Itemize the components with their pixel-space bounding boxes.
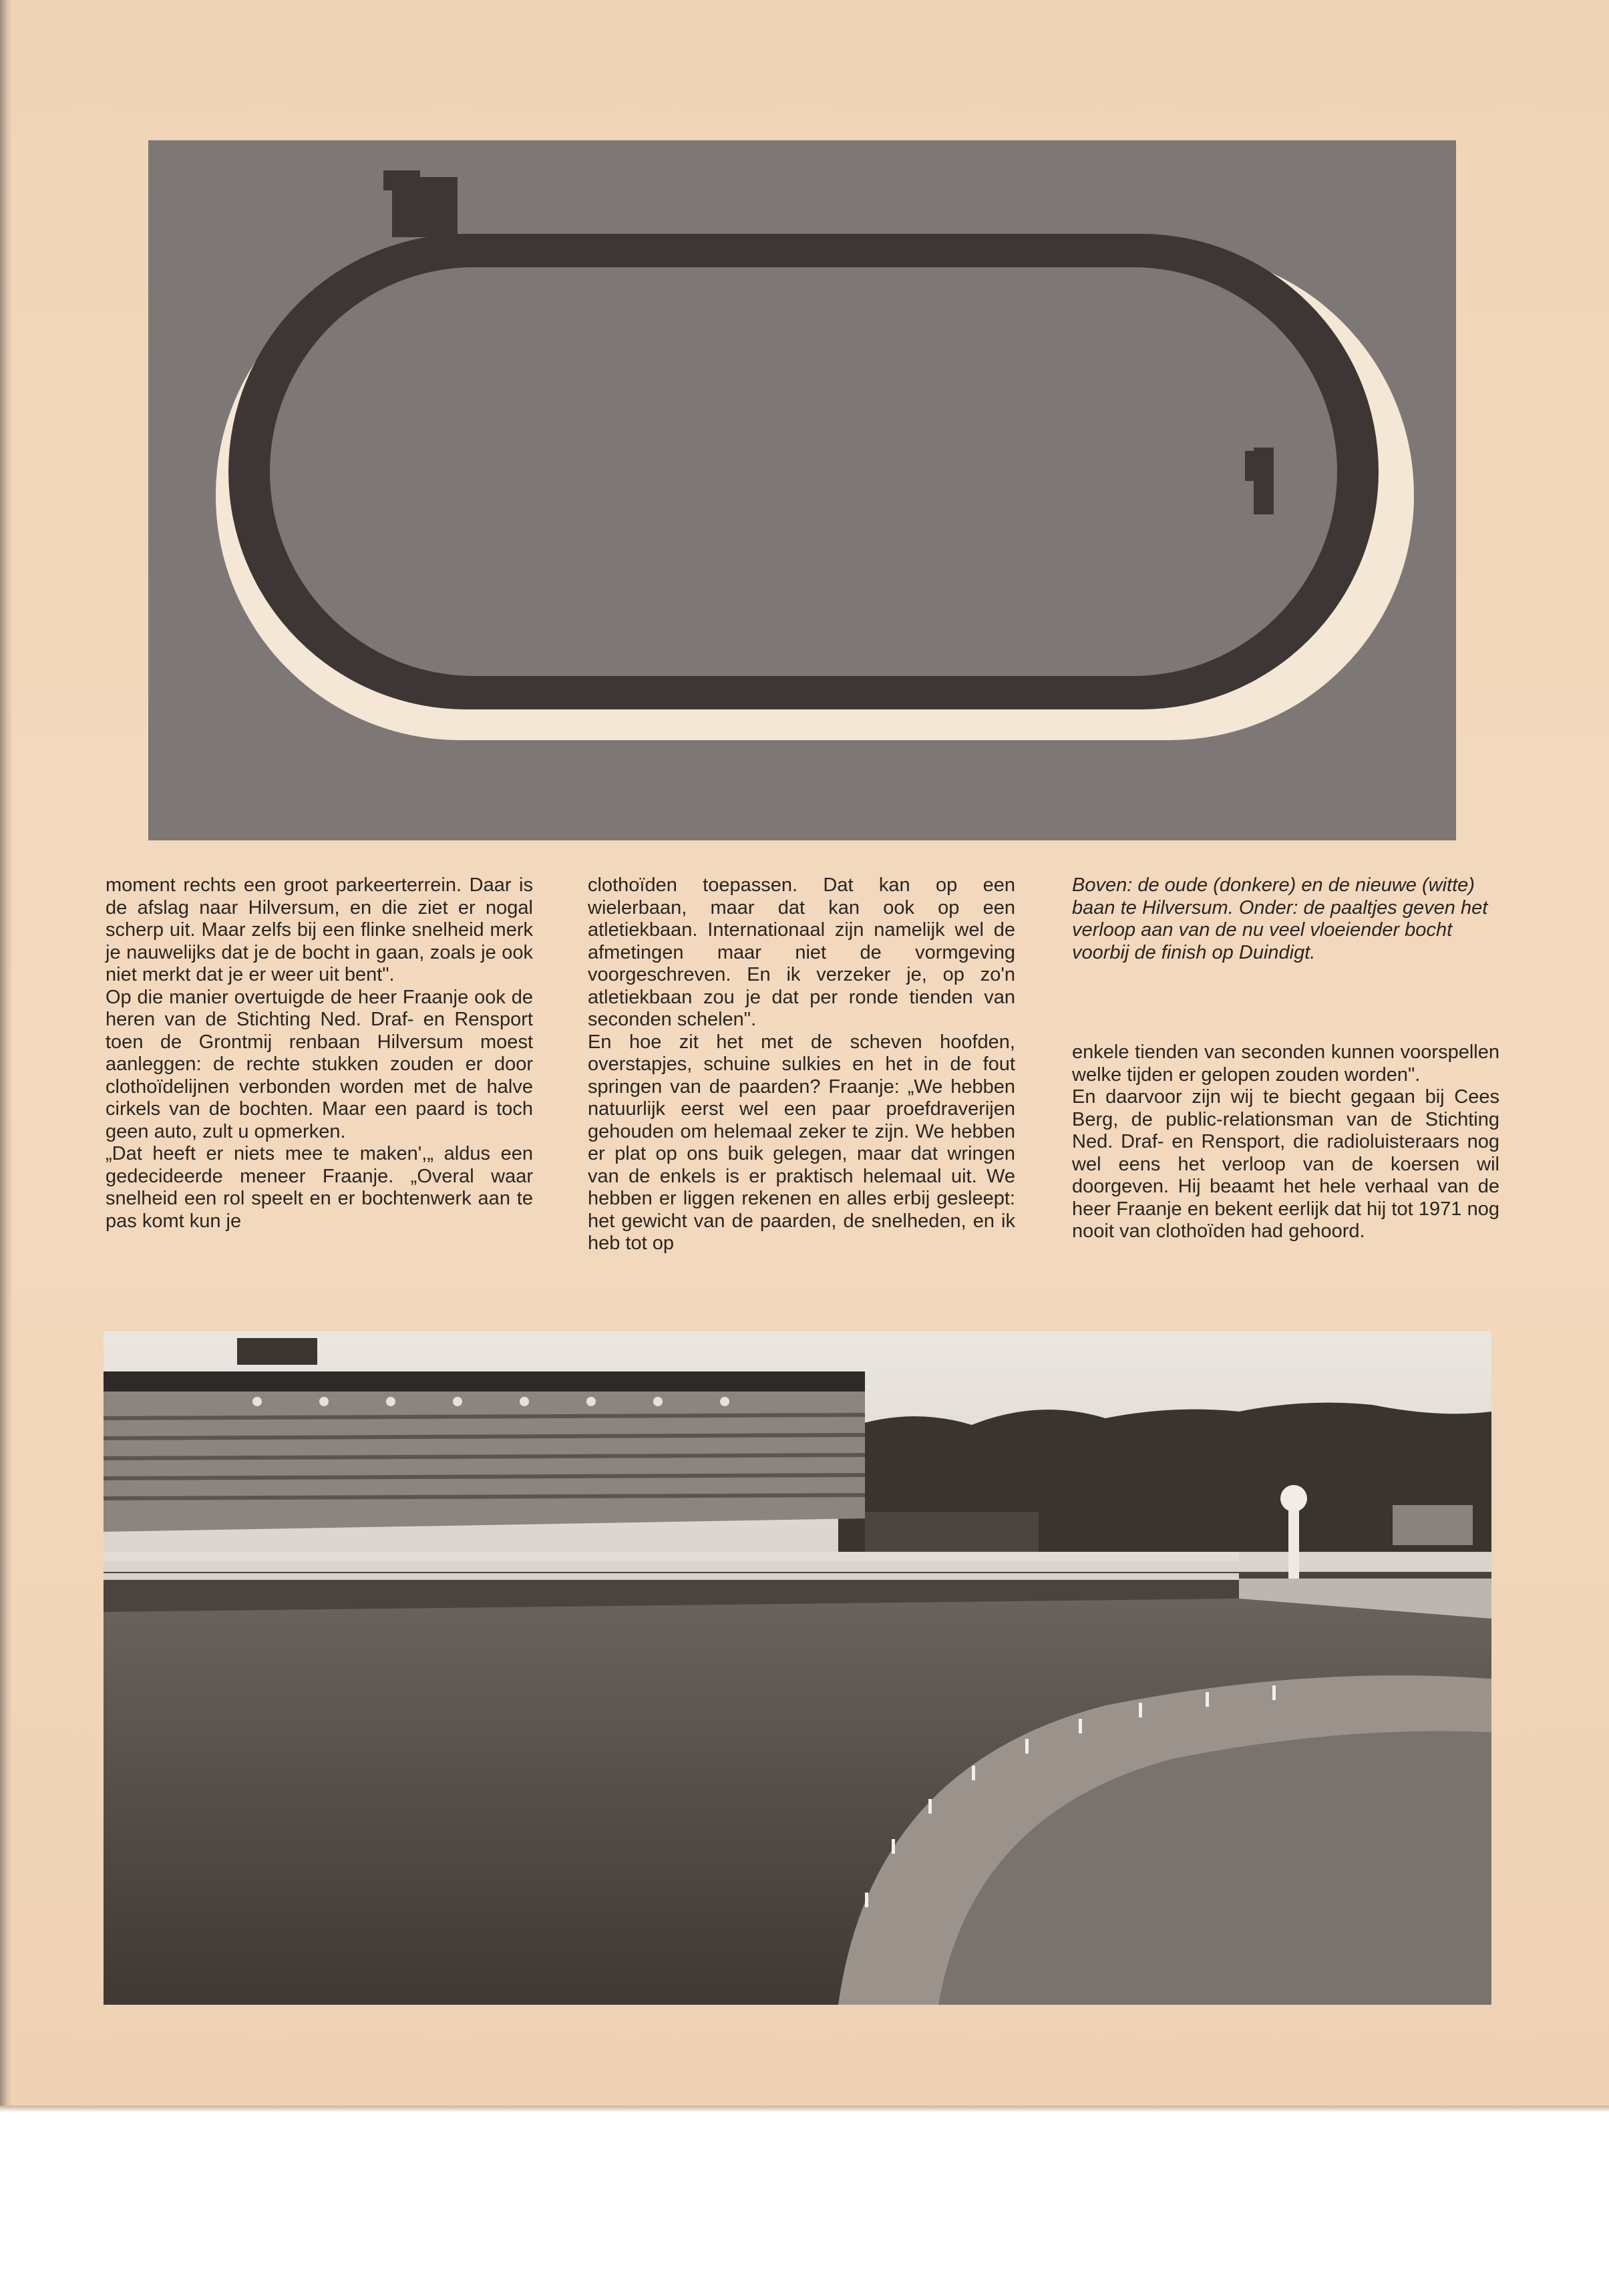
low-building xyxy=(865,1512,1039,1552)
grandstand xyxy=(104,1391,865,1532)
paragraph: enkele tienden van seconden kunnen voorspellen welke tijden er gelopen zouden worden". xyxy=(1072,1041,1499,1086)
shed xyxy=(1393,1505,1473,1545)
paragraph: En daarvoor zijn wij te biecht gegaan bij Cees Berg, de public-relationsman van de Stichting Ned. Draf- en Rensport, die radioluisteraars nog wel eens het verloop van de koersen wil doorgeven. Hij beaamt het hele verhaal van de heer Fraanje en bekent eerlijk dat hij tot 1971 nog nooit van clothoïden had gehoord. xyxy=(1072,1086,1499,1242)
grandstand-roof xyxy=(104,1371,865,1391)
paragraph: Op die manier overtuigde de heer Fraanje ook de heren van de Stichting Ned. Draf- en Rensport toen de Grontmij renbaan Hilversum moest aanleggen: de rechte stukken zouden er door clothoïdelijnen verbonden worden met de halve cirkels van de bochten. Maar een paard is toch geen auto, zult u opmerken. xyxy=(106,986,533,1142)
finish-post xyxy=(1288,1505,1299,1585)
photo-caption xyxy=(1072,874,1499,964)
racecourse-photo xyxy=(104,1331,1491,2005)
finish-post-disc xyxy=(1280,1485,1307,1512)
page-bottom-edge xyxy=(0,2106,1609,2112)
track-infield xyxy=(270,267,1337,676)
paragraph: En hoe zit het met de scheven hoofden, overstapjes, schuine sulkies en het in de fout springen van de paarden? Fraanje: „We hebben natuurlijk eerst wel een paar proefdraverijen gehouden om helemaal zeker te zijn. We hebben er plat op ons buik gelegen, maar dat wringen van de enkels is er praktisch helemaal uit. We hebben er liggen rekenen en alles erbij gesleept: het gewicht van de paarden, de snelheden, en ik heb tot op xyxy=(588,1031,1015,1254)
page-edge-shadow xyxy=(0,0,12,2111)
text-column-3 xyxy=(1072,1041,1499,1243)
track-diagram-figure xyxy=(148,140,1456,840)
text-column-1 xyxy=(106,874,533,1233)
finish-post xyxy=(1254,448,1274,514)
fence-rail xyxy=(104,1552,1239,1561)
paragraph: clothoïden toepassen. Dat kan op een wielerbaan, maar dat kan ook op een atletiekbaan. Internationaal zijn namelijk wel de afmetingen maar niet de vormgeving voorgeschreven. En ik verzeker je, op zo'n atletiekbaan zou je dat per ronde tienden van seconden schelen". xyxy=(588,874,1015,1030)
track-diagram-svg xyxy=(148,140,1456,840)
text-column-2 xyxy=(588,874,1015,1255)
paragraph: „Dat heeft er niets mee te maken',„ aldus een gedecideerde meneer Fraanje. „Overal waar snelheid een rol speelt en er bochtenwerk aan te pas komt kun je xyxy=(106,1143,533,1232)
roof-box xyxy=(237,1338,317,1365)
caption-text: Boven: de oude (donkere) en de nieuwe (witte) baan te Hilversum. Onder: de paaltjes geven het verloop aan van de nu veel vloeiender bocht voorbij de finish op Duindigt. xyxy=(1072,874,1488,963)
paragraph: moment rechts een groot parkeerterrein. Daar is de afslag naar Hilversum, en die ziet er nogal scherp uit. Maar zelfs bij een flinke snelheid merk je nauwelijks dat je de bocht in gaan, zoals je ook niet merkt dat je er weer uit bent". xyxy=(106,874,533,985)
fence-rail-lower xyxy=(104,1573,1239,1580)
grandstand-block-top xyxy=(383,170,420,190)
racecourse-photo-svg xyxy=(104,1331,1491,2005)
